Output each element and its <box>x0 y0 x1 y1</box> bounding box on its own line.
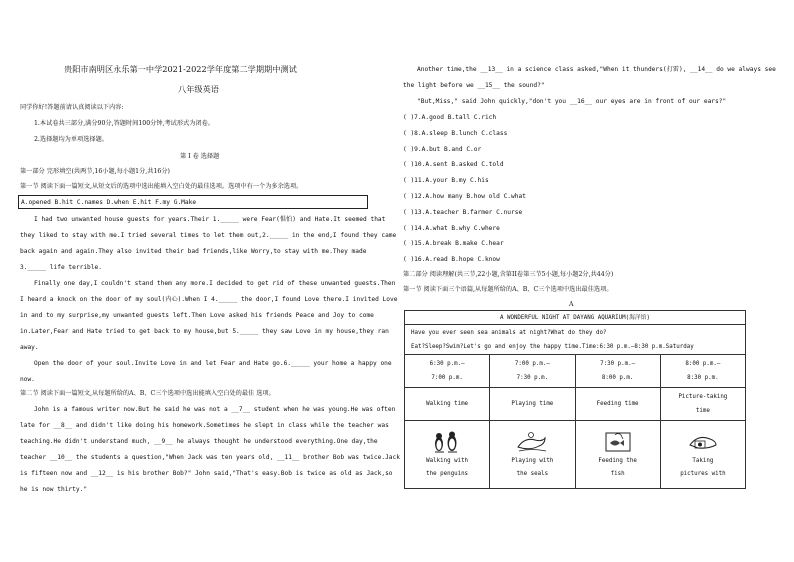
passage2-line: he is now thirty." <box>20 486 88 493</box>
passage2-line: John is a famous writer now.But he said he was not a __7__ student when he was young.He was often <box>34 406 396 413</box>
notes-item-1: 1.本试卷共三部分,满分90分,答题时间100分钟,考试形式为闭卷。 <box>34 120 214 127</box>
passage1-line: Finally one day,I couldn't stand them any more.I decided to get rid of these unwanted guests.Then <box>34 280 396 287</box>
choice-line: ( )8.A.sleep B.lunch C.class <box>403 130 508 137</box>
passage1-line: in.Later,Fear and Hate tried to get back to my house,but 5._____ they saw Love in my house,they ran <box>20 328 389 335</box>
aquarium-title: A WONDERFUL NIGHT AT DAYANG AQUARIUM(海洋馆) <box>405 311 746 325</box>
activity-cell: Walking time <box>405 388 490 421</box>
passage2-cont-line: Another time,the __13__ in a science class asked,"When it thunders(打雷), __14__ do we always see <box>417 66 776 73</box>
options-list: A.opened B.hit C.names D.when E.hit F.my G.Make <box>21 199 197 206</box>
activity-cell: Playing time <box>490 388 575 421</box>
aquarium-intro-line-1: Have you ever seen sea animals at night?What do they do? <box>411 329 607 336</box>
passage2-line: late for __8__ and didn't like doing his homework.Sometimes he slept in class while the teacher was <box>20 422 389 429</box>
seal-cell: Playing with the seals <box>490 421 575 489</box>
penguins-icon <box>430 431 464 453</box>
passage-label: A <box>569 301 574 308</box>
exam-subject: 八年级英语 <box>178 84 219 94</box>
activity-cell: Feeding time <box>575 388 660 421</box>
notes-intro: 同学你好!答题前请认真阅读以下内容: <box>20 104 124 111</box>
fish-cell: Feeding the fish <box>575 421 660 489</box>
camera-dolphin-icon <box>686 431 720 453</box>
photo-cell: Taking pictures with <box>660 421 745 489</box>
passage2-line: teacher __10__ the students a question,"When Jack was ten years old, __11__ brother Bob was twice.Jack <box>20 454 400 461</box>
notes-item-2: 2.选择题均为单项选择题。 <box>34 136 108 143</box>
choice-line: ( )10.A.sent B.asked C.told <box>403 161 504 168</box>
choice-line: ( )13.A.teacher B.farmer C.nurse <box>403 209 523 216</box>
time-cell: 7:30 p.m.— 8:00 p.m. <box>575 355 660 388</box>
passage1-line: in and to my surprise,my unwanted guests left.Then Love asked his friends Peace and Joy to come <box>20 312 374 319</box>
section-title: 第 I 卷 选择题 <box>180 153 220 160</box>
part2-heading: 第二部分 阅读理解(共三节,22小题,含第II卷第三节5小题,每小题2分,共44分) <box>403 271 614 278</box>
passage1-line: Open the door of your soul.Invite Love in and let Fear and Hate go.6._____ your home a happy one <box>34 360 392 367</box>
part1-section1-heading: 第一节 阅读下面一篇短文,从短文后的选项中选出能填入空白处的最佳选项。选项中有一个为多余选项。 <box>20 183 303 190</box>
passage2-line: is fifteen now and __12__ is his brother Bob?" John said,"That's easy.Bob is twice as old as Jack,so <box>20 470 393 477</box>
choice-line: ( )14.A.what B.why C.where <box>403 225 500 232</box>
choice-line: ( )11.A.your B.my C.his <box>403 177 489 184</box>
choice-line: ( )12.A.how many B.how old C.what <box>403 193 526 200</box>
passage1-line: 3._____ life terrible. <box>20 264 102 271</box>
part1-section2-heading: 第二节 阅读下面一篇短文,从每题所给的A、B、C三个选项中选出能填入空白处的最佳 选项。 <box>20 390 275 397</box>
choice-line: ( )15.A.break B.make C.hear <box>403 240 504 247</box>
passage1-line: now. <box>20 376 35 383</box>
passage2-line: teaching.He didn't understand much, __9__ he always thought he understood everything.One day,the <box>20 438 378 445</box>
time-cell: 6:30 p.m.— 7:00 p.m. <box>405 355 490 388</box>
time-cell: 8:00 p.m.— 8:30 p.m. <box>660 355 745 388</box>
passage2-cont-line: "But,Miss," said John quickly,"don't you __16__ our eyes are in front of our ears?" <box>417 98 727 105</box>
penguin-cell: Walking with the penguins <box>405 421 490 489</box>
passage1-line: back again and again.They also invited their bad friends,like Worry,to stay with me.They made <box>20 248 367 255</box>
aquarium-table <box>404 310 746 489</box>
passage1-line: I heard a knock on the door of my soul(内心).When I 4._____ the door,I found Love there.I invited Love <box>20 296 398 303</box>
time-cell: 7:00 p.m.— 7:30 p.m. <box>490 355 575 388</box>
choice-line: ( )9.A.but B.and C.or <box>403 146 482 153</box>
passage1-line: away. <box>20 344 39 351</box>
activity-cell: Picture-taking time <box>660 388 745 421</box>
seal-icon <box>515 431 549 453</box>
choice-line: ( )7.A.good B.tall C.rich <box>403 114 497 121</box>
exam-school-title: 贵阳市南明区永乐第一中学2021-2022学年度第二学期期中测试 <box>64 64 297 74</box>
fish-feeding-icon <box>601 431 635 453</box>
aquarium-intro-line-2: Eat?Sleep?Swim?Let's go and enjoy the happy time.Time:6:30 p.m.—8:30 p.m.Saturday <box>411 343 694 350</box>
passage1-line: they liked to stay with me.I tried several times to let them out,2._____ in the end,I found they came <box>20 232 397 239</box>
part2-section1-heading: 第一节 阅读下面三个语篇,从每题所给的A、B、C三个选项中选出最佳选项。 <box>403 286 613 293</box>
choice-line: ( )16.A.read B.hope C.know <box>403 256 500 263</box>
part1-heading: 第一部分 完形填空(共两节,16小题,每小题1分,共16分) <box>20 168 170 175</box>
passage2-cont-line: the light before we __15__ the sound?" <box>403 82 545 89</box>
passage1-line: I had two unwanted house guests for years.Their 1._____ were Fear(惧怕) and Hate.It seemed that <box>34 216 386 223</box>
aquarium-intro <box>405 325 746 355</box>
